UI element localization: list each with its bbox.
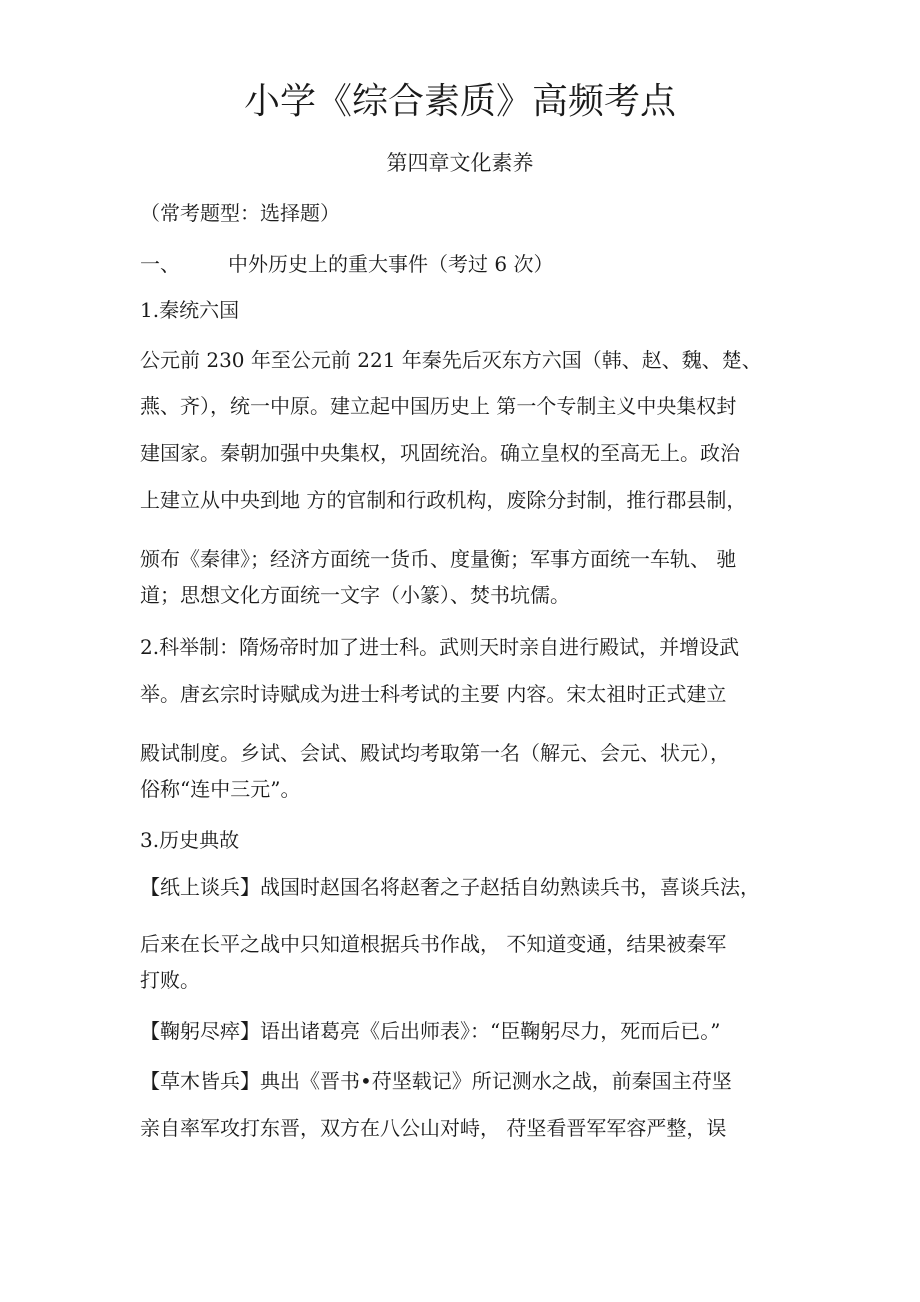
body-line: 俗称“连中三元”。	[140, 777, 301, 801]
body-line: 殿试制度。乡试、会试、殿试均考取第一名（解元、会元、状元），	[140, 741, 730, 765]
body-line: 道；思想文化方面统一文字（小篆）、焚书坑儒。	[140, 583, 570, 607]
page-title: 小学《综合素质》高频考点	[243, 81, 676, 122]
body-line: 后来在长平之战中只知道根据兵书作战， 不知道变通，结果被秦军	[140, 932, 727, 956]
allusion-caomujiebing: 【草木皆兵】典出《晋书•苻坚载记》所记测水之战，前秦国主苻坚	[140, 1069, 732, 1093]
paragraph-keju: 2.科举制：隋炀帝时加了进士科。武则天时亲自进行殿试，并增设武	[140, 635, 740, 659]
allusion-zhishangtanbing: 【纸上谈兵】战国时赵国名将赵奢之子赵括自幼熟读兵书，喜谈兵法，	[140, 875, 760, 899]
body-line: 公元前 230 年至公元前 221 年秦先后灭东方六国（韩、赵、魏、楚、	[140, 348, 762, 372]
allusion-jugongjincui: 【鞠躬尽瘁】语出诸葛亮《后出师表》：“臣鞠躬尽力，死而后已。”	[140, 1019, 721, 1043]
section-heading	[140, 254, 553, 274]
body-line: 上建立从中央到地 方的官制和行政机构，废除分封制，推行郡县制，	[140, 488, 747, 512]
question-type-note: （常考题型：选择题）	[140, 201, 340, 225]
body-line: 建国家。秦朝加强中央集权，巩固统治。确立皇权的至高无上。政治	[140, 441, 740, 465]
subheading-qin: 1.秦统六国	[140, 298, 240, 322]
section-title: 中外历史上的重大事件（考过 6 次）	[228, 252, 554, 276]
chapter-heading: 第四章文化素养	[386, 151, 534, 175]
subheading-allusions: 3.历史典故	[140, 828, 240, 852]
body-line: 亲自率军攻打东晋，双方在八公山对峙， 苻坚看晋军军容严整，误	[140, 1116, 727, 1140]
body-line: 颁布《秦律》；经济方面统一货币、度量衡；军事方面统一车轨、 驰	[140, 547, 737, 571]
section-number: 一、	[140, 252, 180, 276]
body-line: 燕、齐），统一中原。建立起中国历史上 第一个专制主义中央集权封	[140, 394, 737, 418]
body-line: 举。唐玄宗时诗赋成为进士科考试的主要 内容。宋太祖时正式建立	[140, 682, 727, 706]
body-line: 打败。	[140, 968, 200, 992]
